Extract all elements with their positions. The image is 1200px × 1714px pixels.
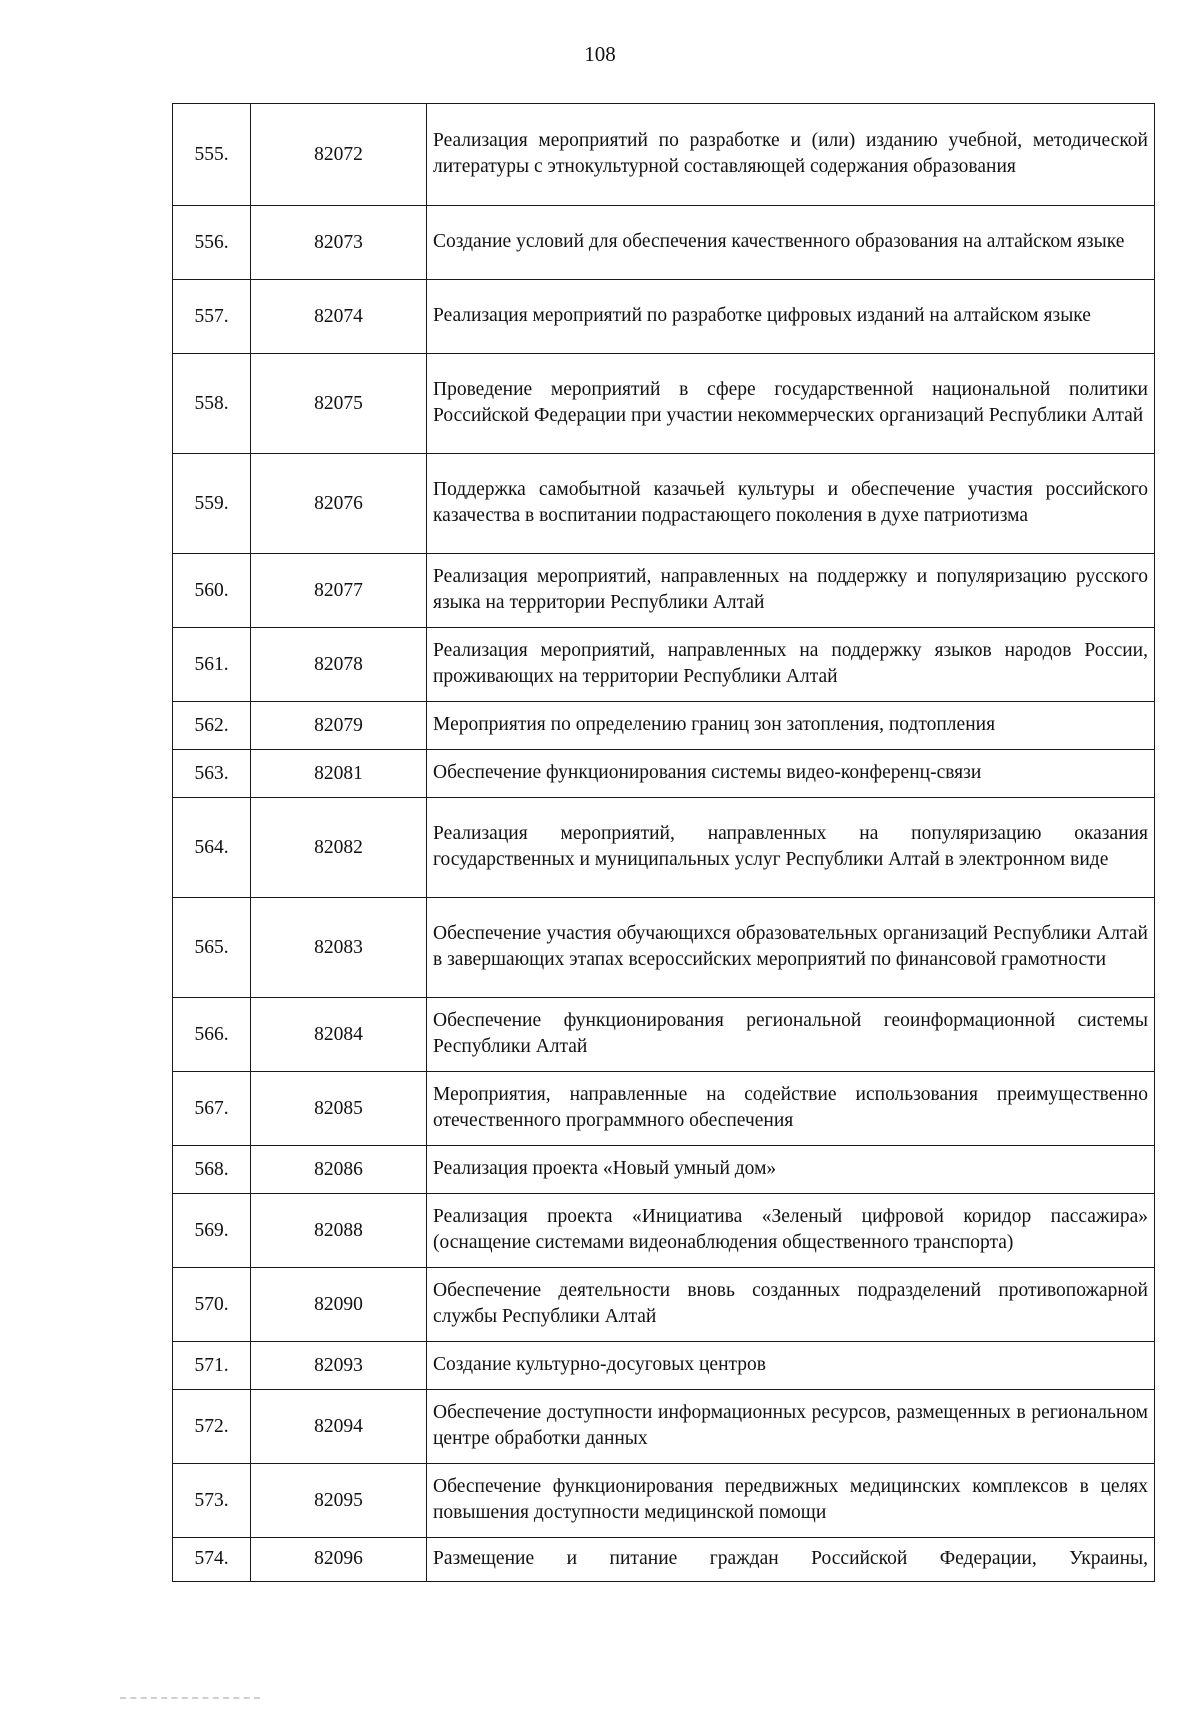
table-row [173, 1268, 1155, 1342]
row-number: 572. [173, 1390, 251, 1464]
table-row [173, 104, 1155, 206]
table-row [173, 1464, 1155, 1538]
row-code: 82078 [251, 628, 427, 702]
row-number: 567. [173, 1072, 251, 1146]
row-code: 82090 [251, 1268, 427, 1342]
table-row [173, 702, 1155, 750]
row-code: 82073 [251, 206, 427, 280]
row-description: Мероприятия, направленные на содействие использования преимущественно отечественного программного обеспечения [427, 1072, 1155, 1146]
row-number: 563. [173, 750, 251, 798]
row-number: 560. [173, 554, 251, 628]
row-code: 82077 [251, 554, 427, 628]
row-description: Реализация мероприятий по разработке и (или) изданию учебной, методической литературы с этнокультурной составляющей содержания образования [427, 104, 1155, 206]
table-row [173, 1342, 1155, 1390]
table-body [173, 104, 1155, 1582]
row-code: 82095 [251, 1464, 427, 1538]
page-number: 108 [584, 42, 616, 66]
table-row [173, 1538, 1155, 1582]
table-row [173, 998, 1155, 1072]
row-code: 82085 [251, 1072, 427, 1146]
row-description: Проведение мероприятий в сфере государственной национальной политики Российской Федерации при участии некоммерческих организаций Республики Алтай [427, 354, 1155, 454]
table-row [173, 280, 1155, 354]
table-row [173, 898, 1155, 998]
row-code: 82094 [251, 1390, 427, 1464]
row-number: 557. [173, 280, 251, 354]
row-description: Поддержка самобытной казачьей культуры и обеспечение участия российского казачества в воспитании подрастающего поколения в духе патриотизма [427, 454, 1155, 554]
row-code: 82081 [251, 750, 427, 798]
row-code: 82076 [251, 454, 427, 554]
table-row [173, 798, 1155, 898]
table-row [173, 1194, 1155, 1268]
table-row [173, 1146, 1155, 1194]
scan-artifact [120, 1697, 260, 1701]
row-number: 574. [173, 1538, 251, 1582]
row-number: 555. [173, 104, 251, 206]
row-code: 82072 [251, 104, 427, 206]
table-row [173, 454, 1155, 554]
table-row [173, 628, 1155, 702]
row-number: 573. [173, 1464, 251, 1538]
row-description: Создание культурно-досуговых центров [427, 1342, 1155, 1390]
row-code: 82093 [251, 1342, 427, 1390]
row-code: 82083 [251, 898, 427, 998]
row-number: 571. [173, 1342, 251, 1390]
table-row [173, 1072, 1155, 1146]
row-description: Мероприятия по определению границ зон затопления, подтопления [427, 702, 1155, 750]
row-number: 570. [173, 1268, 251, 1342]
row-description: Размещение и питание граждан Российской Федерации, Украины, [427, 1538, 1155, 1582]
row-code: 82084 [251, 998, 427, 1072]
row-code: 82086 [251, 1146, 427, 1194]
row-description: Реализация мероприятий, направленных на популяризацию оказания государственных и муниципальных услуг Республики Алтай в электронном виде [427, 798, 1155, 898]
table-row [173, 354, 1155, 454]
row-code: 82088 [251, 1194, 427, 1268]
row-code: 82082 [251, 798, 427, 898]
row-number: 561. [173, 628, 251, 702]
budget-classification-table [172, 103, 1155, 1582]
row-number: 565. [173, 898, 251, 998]
row-description: Обеспечение функционирования передвижных медицинских комплексов в целях повышения доступности медицинской помощи [427, 1464, 1155, 1538]
row-code: 82096 [251, 1538, 427, 1582]
row-description: Реализация мероприятий по разработке цифровых изданий на алтайском языке [427, 280, 1155, 354]
row-description: Обеспечение деятельности вновь созданных подразделений противопожарной службы Республики Алтай [427, 1268, 1155, 1342]
table-row [173, 554, 1155, 628]
row-number: 562. [173, 702, 251, 750]
row-description: Реализация мероприятий, направленных на поддержку и популяризацию русского языка на территории Республики Алтай [427, 554, 1155, 628]
row-description: Обеспечение функционирования системы видео-конференц-связи [427, 750, 1155, 798]
row-number: 559. [173, 454, 251, 554]
row-description: Создание условий для обеспечения качественного образования на алтайском языке [427, 206, 1155, 280]
row-number: 568. [173, 1146, 251, 1194]
row-number: 564. [173, 798, 251, 898]
row-code: 82075 [251, 354, 427, 454]
row-description: Реализация мероприятий, направленных на поддержку языков народов России, проживающих на территории Республики Алтай [427, 628, 1155, 702]
row-code: 82079 [251, 702, 427, 750]
table-row [173, 1390, 1155, 1464]
row-number: 558. [173, 354, 251, 454]
row-number: 569. [173, 1194, 251, 1268]
row-description: Реализация проекта «Инициатива «Зеленый цифровой коридор пассажира» (оснащение системами видеонаблюдения общественного транспорта) [427, 1194, 1155, 1268]
table-row [173, 206, 1155, 280]
row-description: Обеспечение доступности информационных ресурсов, размещенных в региональном центре обработки данных [427, 1390, 1155, 1464]
table-row [173, 750, 1155, 798]
row-number: 556. [173, 206, 251, 280]
row-description: Обеспечение функционирования региональной геоинформационной системы Республики Алтай [427, 998, 1155, 1072]
row-description: Обеспечение участия обучающихся образовательных организаций Республики Алтай в завершающих этапах всероссийских мероприятий по финансовой грамотности [427, 898, 1155, 998]
row-number: 566. [173, 998, 251, 1072]
row-code: 82074 [251, 280, 427, 354]
row-description: Реализация проекта «Новый умный дом» [427, 1146, 1155, 1194]
